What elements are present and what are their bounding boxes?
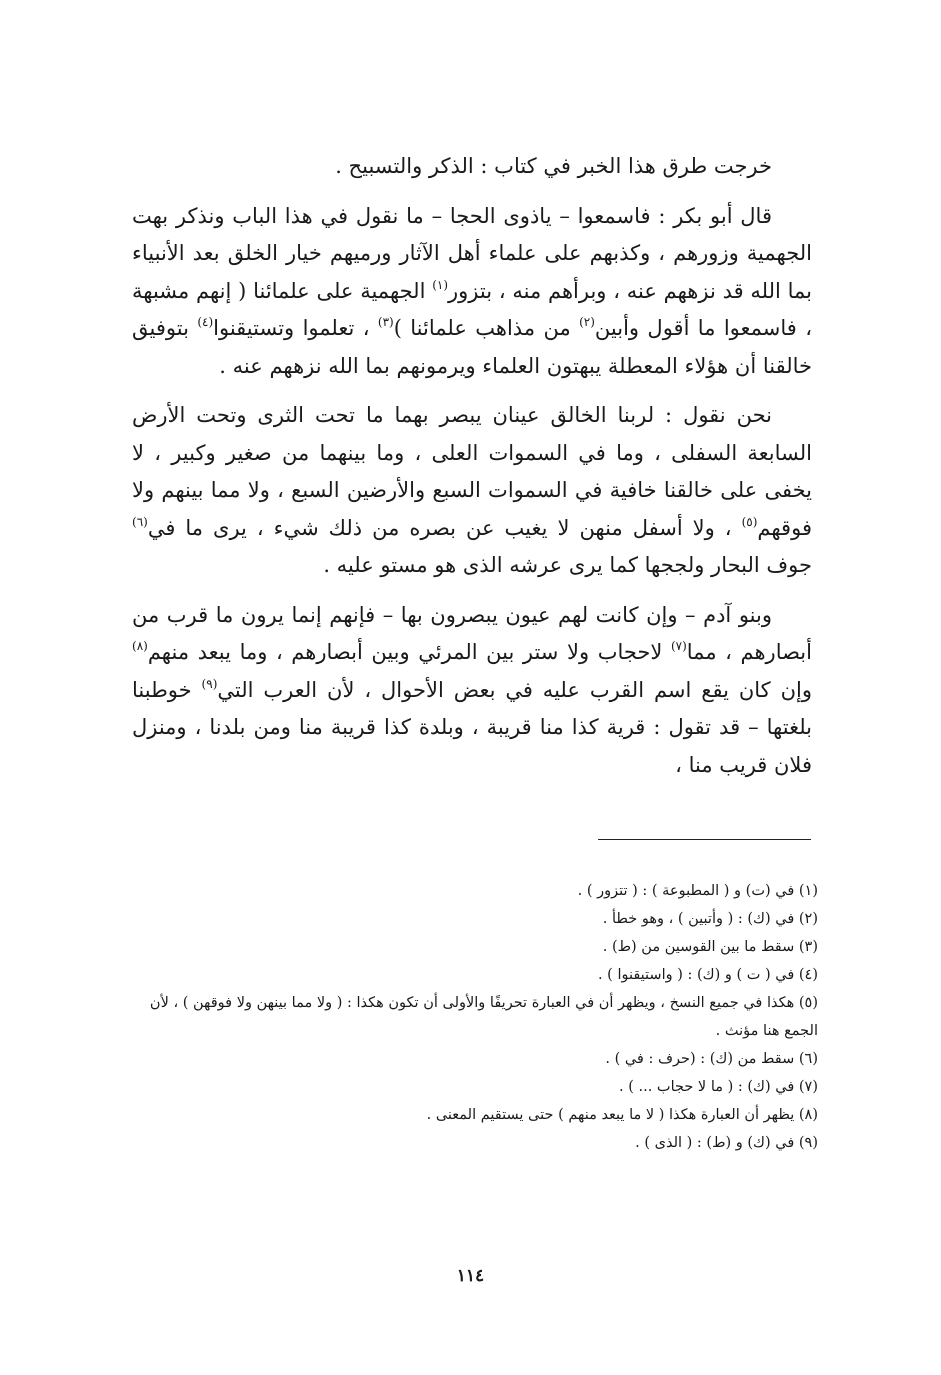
footnotes [130,877,818,1157]
text-run: بتوفيق خالقنا أن هؤلاء المعطلة يبهتون العلماء ويرمونهم بما الله نزههم عنه . [132,316,812,378]
footnote-ref: (٩) [201,676,218,691]
paragraph [132,597,812,785]
footnote: (٧) في (ك) : ( ما لا حجاب ... ) . [619,1079,818,1095]
footnote-ref: (١) [432,277,449,292]
footnote: (٢) في (ك) : ( وأتبين ) ، وهو خطأ . [602,911,818,927]
main-text [132,148,812,796]
text-run: ، تعلموا وتستيقنوا [213,316,378,340]
footnote: (٦) سقط من (ك) : (حرف : في ) . [605,1051,818,1067]
footnote: (٣) سقط ما بين القوسين من (ط) . [602,939,818,955]
text-run: ، ولا أسفل منهن لا يغيب عن بصره من ذلك شيء ، يرى ما في [147,515,742,540]
footnote-ref: (٧) [670,639,687,653]
text-run: وإن كان يقع اسم القرب عليه في بعض الأحوال ، لأن العرب التي [217,677,812,702]
footnote-separator [598,839,811,840]
text-run: نحن نقول : لربنا الخالق عينان يبصر بهما ما تحت الثرى وتحت الأرض السابعة السفلى ، وما في السموات العلى ، وما بينهما من صغير وكبير ، لا يخفى على خالقنا خافية في السموات السبع والأرضين السبع ، ولا مما بينهم ولا فوقهم [132,403,812,540]
footnote-ref: (٢) [579,315,595,329]
paragraph [132,198,812,386]
text-run: وبنو آدم – وإن كانت لهم عيون يبصرون بها – فإنهم إنما يرون ما قرب من أبصارهم ، مما [132,602,812,664]
footnote: (٥) هكذا في جميع النسخ ، ويظهر أن في العبارة تحريفًا والأولى أن تكون هكذا : ( ولا مما بينهن ولا فوقهن ) ، لأن الجمع هنا مؤنث . [149,995,818,1039]
footnote: (٨) يظهر أن العبارة هكذا ( لا ما يبعد منهم ) حتى يستقيم المعنى . [426,1107,818,1123]
footnote: (٤) في ( ت ) و (ك) : ( واستيقنوا ) . [597,967,818,983]
text-run: خوطبنا بلغتها – قد تقول : قرية كذا منا قريبة ، وبلدة كذا قريبة منا ومن بلدنا ، ومنزل فلان قريب منا ، [132,677,812,777]
text-run: قال أبو بكر : فاسمعوا – ياذوى الحجا – ما نقول في هذا الباب ونذكر بهت الجهمية وزورهم ، وكذبهم على علماء أهل الآثار ورميهم خيار الخلق بعد الأنبياء بما الله قد نزههم عنه ، وبرأهم منه ، بتزور [132,203,812,303]
text-run: لاحجاب ولا ستر بين المرئي وبين أبصارهم ، وما يبعد منهم [147,640,671,664]
footnote-ref: (٨) [132,639,148,653]
footnote-ref: (٣) [377,315,394,329]
footnote-ref: (٥) [741,514,758,529]
text-run: الجهمية على علمائنا ( إنهم مشبهة ، فاسمعوا ما أقول وأبين [132,278,812,340]
text-run: خرجت طرق هذا الخبر في كتاب : الذكر والتسبيح . [335,154,772,178]
footnote: (١) في (ت) و ( المطبوعة ) : ( تتزور ) . [577,883,818,899]
paragraph [132,397,812,585]
footnote-ref: (٦) [132,514,148,529]
footnote-ref: (٤) [197,315,214,329]
paragraph [132,148,812,186]
page-number: ١١٤ [456,1266,485,1286]
text-run: من مذاهب علمائنا ) [393,316,580,340]
footnote: (٩) في (ك) و (ط) : ( الذى ) . [635,1135,818,1151]
text-run: جوف البحار ولججها كما يرى عرشه الذى هو مستو عليه . [323,553,812,577]
